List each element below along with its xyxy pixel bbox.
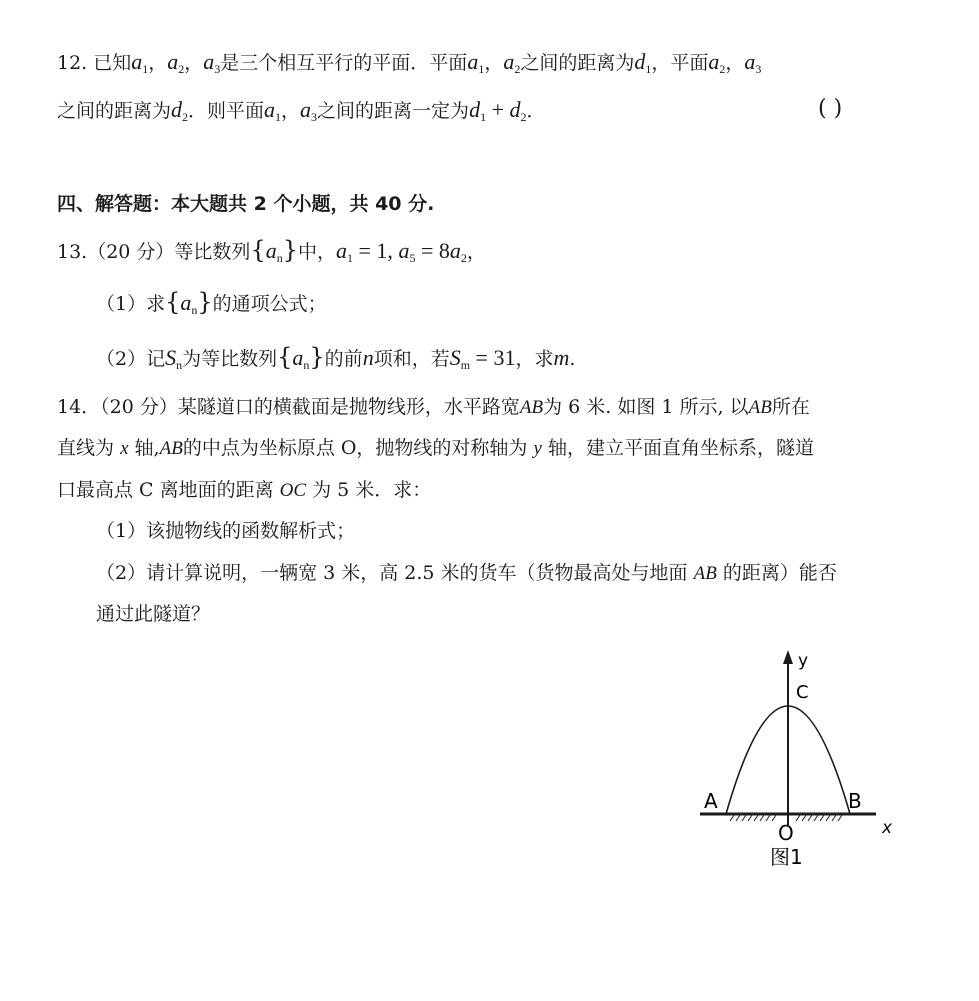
math-m: m <box>553 345 570 370</box>
q13-text: 的通项公式； <box>212 293 327 315</box>
q12-text: ， <box>725 52 745 74</box>
math-seq-an: $\{a_n\}$ <box>250 236 298 265</box>
q14-text: 14．（20 分）某隧道口的横截面是抛物线形，水平路宽 <box>57 396 520 418</box>
q12-text: ， <box>281 100 301 122</box>
math-a1: $a_1$ <box>467 49 485 76</box>
math-a1: $a_1$ <box>131 49 149 76</box>
math-a3: $a_3$ <box>300 97 318 124</box>
math-a3: $a_3$ <box>744 49 762 76</box>
q14-sub2-line-2: 通过此隧道？ <box>96 603 211 625</box>
q14-y: y <box>533 438 542 459</box>
q14-ab: AB <box>693 563 717 584</box>
q12-text: 是三个相互平行的平面．平面 <box>220 52 468 74</box>
label-y: y <box>798 651 809 671</box>
q13-text: 的前 <box>324 348 363 370</box>
math-d1: $d_1$ <box>634 49 652 76</box>
q14-ab: AB <box>519 397 544 418</box>
q14-ab: AB <box>748 397 772 418</box>
y-axis-arrow <box>783 650 793 664</box>
q14-ab: AB <box>159 438 183 459</box>
q13-stem <box>57 236 486 272</box>
q14-text: 的中点为坐标原点 O，抛物线的对称轴为 <box>182 437 528 459</box>
q12-text: ， <box>148 52 168 74</box>
q14-text: 为 5 米．求： <box>312 479 432 501</box>
q12-text: 之间的距离为 <box>520 52 635 74</box>
q14-text: 直线为 <box>57 437 115 459</box>
math-a2: $a_2$ <box>167 49 185 76</box>
q12-line-1 <box>57 48 761 83</box>
q14-text: 轴, <box>134 437 160 459</box>
q14-line-2 <box>57 434 814 463</box>
math-a1: $a_1$ <box>264 97 282 124</box>
label-x: x <box>882 818 893 838</box>
q12-text: ， <box>484 52 504 74</box>
math-sm: $S_m = 31$ <box>449 345 516 372</box>
q12-text: 12. 已知 <box>57 52 132 74</box>
math-d2: $d_2$ <box>171 97 189 124</box>
figure-caption: 图1 <box>770 845 803 869</box>
q13-text: ，求 <box>515 348 554 370</box>
q14-text: 所在 <box>771 396 810 418</box>
q13-text: （1）求 <box>96 293 166 315</box>
q13-text: 项和，若 <box>373 348 450 370</box>
math-seq-an: $\{a_n\}$ <box>277 343 325 372</box>
q12-text: ． <box>526 100 546 122</box>
q13-text: 13.（20 分）等比数列 <box>57 241 251 263</box>
q12-text: 之间的距离一定为 <box>317 100 470 122</box>
q14-text: （2）请计算说明，一辆宽 3 米，高 2.5 米的货车（货物最高处与地面 <box>96 562 688 584</box>
math-d1-plus-d2: $d_1 + d_2$ <box>469 97 527 124</box>
label-a: A <box>704 789 718 813</box>
q12-line-2 <box>57 96 546 131</box>
q14-oc: OC <box>279 480 307 501</box>
q14-x: x <box>120 438 129 459</box>
figure-1-parabola <box>690 640 910 880</box>
q14-sub2-line-1 <box>96 559 837 588</box>
q12-text: ，平面 <box>651 52 709 74</box>
q14-text: 为 6 米. 如图 1 所示, 以 <box>543 396 749 418</box>
math-sn: $S_n$ <box>165 345 183 372</box>
q12-text: ．则平面 <box>188 100 265 122</box>
q14-text: 的距离）能否 <box>722 562 837 584</box>
q14-sub1: （1）该抛物线的函数解析式； <box>96 520 356 542</box>
math-a3: $a_3$ <box>203 49 221 76</box>
label-c: C <box>796 682 809 703</box>
q13-sub2 <box>96 343 575 379</box>
section-header: 四、解答题：本大题共 2 个小题，共 40 分. <box>57 193 435 215</box>
q13-text: 中， <box>298 241 337 263</box>
math-a2: $a_2$ <box>708 49 726 76</box>
math-seq-an: $\{a_n\}$ <box>165 288 213 317</box>
q13-text: ， <box>466 241 486 263</box>
q14-text: 轴，建立平面直角坐标系，隧道 <box>547 437 814 459</box>
answer-parentheses[interactable]: ( ) <box>818 96 843 121</box>
q13-text: （2）记 <box>96 348 166 370</box>
q14-text: 口最高点 C 离地面的距离 <box>57 479 274 501</box>
q13-sub1 <box>96 288 327 324</box>
math-a2: $a_2$ <box>503 49 521 76</box>
label-b: B <box>848 789 862 813</box>
q13-text: . <box>569 348 576 370</box>
q14-line-1 <box>57 393 810 422</box>
q14-line-3 <box>57 476 431 505</box>
math-condition: $a_1 = 1$, $a_5 = 8a_2$ <box>336 238 467 265</box>
q13-text: 为等比数列 <box>182 348 278 370</box>
math-n: n <box>362 345 374 370</box>
q12-text: 之间的距离为 <box>57 100 172 122</box>
label-o: O <box>778 821 794 845</box>
q12-text: ， <box>184 52 204 74</box>
